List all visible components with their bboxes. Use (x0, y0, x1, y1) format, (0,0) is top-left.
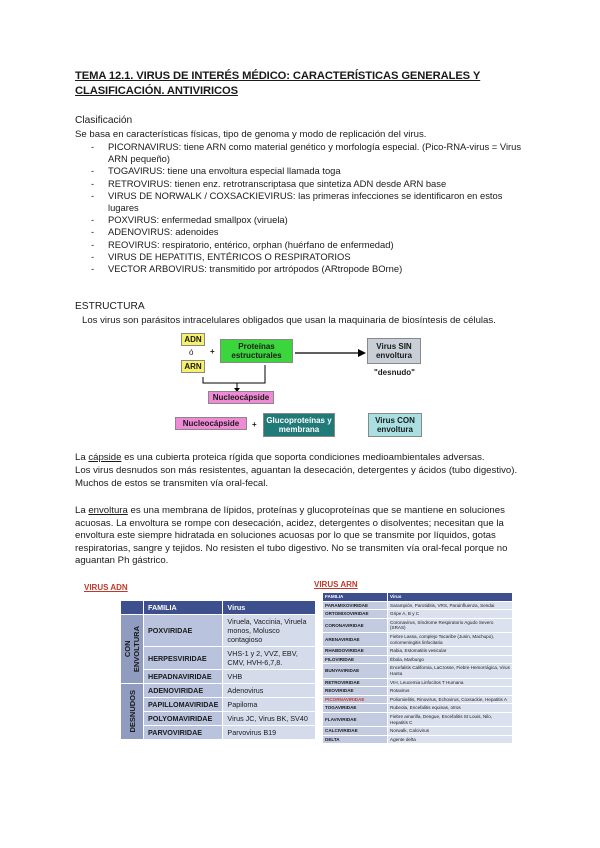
clasificacion-list (75, 141, 535, 275)
list-item: - POXVIRUS: enfermedad smallpox (viruela) (91, 214, 288, 226)
table-row: DESNUDOS ADENOVIRIDAE Adenovirus (121, 684, 316, 698)
capside-paragraph: La cápside es una cubierta proteica rígida que soporta condiciones medioambientales adversas. (75, 452, 485, 463)
arn-table (322, 592, 513, 744)
clasificacion-heading: Clasificación (75, 115, 133, 126)
clasificacion-intro: Se basa en características físicas, tipo de genoma y modo de replicación del virus. (75, 129, 427, 140)
table-row: DELTA Agente delta (323, 735, 513, 744)
table-row: RETROVIRIDAE VIH, Leucemia Linfocitos T Humana (323, 678, 513, 687)
col-familia: FAMILIA (144, 601, 223, 615)
table-header-row (323, 593, 513, 602)
nucleocapside-box-2: Nucleocápside (175, 417, 247, 430)
table-row: BUNYAVIRIDAE Encefalitis California, LaCrosse, Fiebre Hemorrágica, Virus Hanta (323, 664, 513, 678)
table-row: REOVIRIDAE Rotavirus (323, 687, 513, 696)
or-label: ó (189, 348, 194, 357)
proteinas-box: Proteínas estructurales (220, 339, 293, 363)
group-desnudos: DESNUDOS (121, 684, 144, 740)
list-item: - REOVIRUS: respiratorio, entérico, orphan (huérfano de enfermedad) (91, 238, 394, 250)
list-item: - VECTOR ARBOVIRUS: transmitido por artrópodos (ARtropode BOrne) (91, 263, 403, 275)
nucleocapside-box-1: Nucleocápside (208, 391, 274, 404)
table-row: PAPILLOMAVIRIDAE Papiloma (121, 698, 316, 712)
desnudos-paragraph: Los virus desnudos son más resistentes, aguantan la desecación, detergentes y ácidos (tubo digestivo). Muchos de estos se transmiten vía oral-fecal. (75, 465, 518, 489)
adn-box: ADN (181, 333, 205, 346)
table-row: PICORNAVIRIDAE Poliomielitis, Rinovirus, Echovirus, Coxsackie, Hepatitis A (323, 695, 513, 704)
list-item: - TOGAVIRUS: tiene una envoltura especial llamada toga (91, 165, 341, 177)
envoltura-paragraph: La envoltura es una membrana de lípidos, proteínas y glucoproteínas que se mantiene en soluciones acuosas. La envoltura se rompe con desecación, acidez, detergentes o disolventes; necesitan que la envoltura este siempre hidratada en soluciones acuosas por lo que se transmite por líquidos, gotas respiratorias, sangre y tejidos. No resisten el tubo digestivo. No se transmiten vía oral-fecal porque no aguantan Ph gástrico. (75, 505, 508, 567)
table-row: PARVOVIRIDAE Parvovirus B19 (121, 726, 316, 740)
estructura-heading: ESTRUCTURA (75, 301, 145, 312)
estructura-intro: Los virus son parásitos intracelulares obligados que usan la maquinaria de biosíntesis de células. (82, 315, 496, 326)
group-con-envoltura: CON ENVOLTURA (121, 615, 144, 684)
table-row: FILOVIRIDAE Ébola, Marburgo (323, 655, 513, 664)
arn-table-caption: VIRUS ARN (314, 580, 358, 589)
virus-sin-box: Virus SIN envoltura (367, 338, 421, 364)
list-item: - VIRUS DE HEPATITIS, ENTÉRICOS O RESPIRATORIOS (91, 250, 351, 262)
plus-2: + (252, 420, 257, 429)
page-title: TEMA 12.1. VIRUS DE INTERÉS MÉDICO: CARACTERÍSTICAS GENERALES Y CLASIFICACIÓN. ANTIVIRICOS (75, 70, 481, 97)
table-row: POLYOMAVIRIDAE Virus JC, Virus BK, SV40 (121, 712, 316, 726)
envoltura-term: envoltura (88, 505, 128, 516)
desnudo-label: "desnudo" (374, 368, 415, 377)
list-item: - PICORNAVIRUS: tiene ARN como material genético y morfología especial. (Pico-RNA-virus = Virus ARN pequeño) (91, 141, 522, 165)
table-row: FLAVIVIRIDAE Fiebre amarilla, Dengue, Encefalitis St Louis, Nilo, Hepatitis C (323, 712, 513, 726)
col-virus: Virus (388, 593, 513, 602)
plus-1: + (210, 347, 215, 356)
table-row: CORONAVIRIDAE Coronavirus, Síndrome Respiratorio Agudo Severo (SRAS) (323, 618, 513, 632)
table-row: ORTOMIXOVIRIDAE Gripe A, B y C (323, 610, 513, 619)
table-row: RHABDOVIRIDAE Rabia, Estomatitis vesicular (323, 647, 513, 656)
table-row: ARENAVIRIDAE Fiebre Lassa, complejo Tacaribe (Junin, Machupo), coriomeningitis linfocitaria (323, 632, 513, 646)
arn-box: ARN (181, 360, 205, 373)
list-item: - VIRUS DE NORWALK / COXSACKIEVIRUS: las primeras infecciones se identificaron en estos lugares (91, 189, 503, 214)
table-row: CALCIVIRIDAE Norwalk, Calcivirus (323, 727, 513, 736)
table-row: CON ENVOLTURA POXVIRIDAE Viruela, Vaccinia, Viruela monos, Molusco contagioso (121, 615, 316, 647)
list-item: - RETROVIRUS: tienen enz. retrotranscriptasa que sintetiza ADN desde ARN base (91, 177, 447, 189)
list-item: - ADENOVIRUS: adenoides (91, 226, 219, 238)
table-row: PARAMIXOVIRIDAE Sarampión, Parotiditis, VRS, Parainfluenza, Sendai (323, 601, 513, 610)
col-familia: FAMILIA (323, 593, 388, 602)
arrow-head-1 (358, 349, 366, 357)
bracket-left (203, 377, 237, 389)
table-row: TOGAVIRIDAE Rubeola, Encefalitis equinas, otros (323, 704, 513, 713)
table-row: HERPESVIRIDAE VHS-1 y 2, VVZ, EBV, CMV, HVH-6,7,8. (121, 647, 316, 670)
table-header-row (121, 601, 316, 615)
structure-diagram (170, 331, 430, 443)
adn-table (120, 600, 316, 740)
virus-con-box: Virus CON envoltura (368, 413, 422, 437)
capside-term: cápside (88, 452, 122, 463)
col-virus: Virus (223, 601, 316, 615)
glucoproteinas-box: Glucoproteínas y membrana (263, 413, 335, 437)
table-row: HEPADNAVIRIDAE VHB (121, 670, 316, 684)
bracket-right (237, 365, 265, 383)
adn-table-caption: VIRUS ADN (84, 583, 128, 592)
